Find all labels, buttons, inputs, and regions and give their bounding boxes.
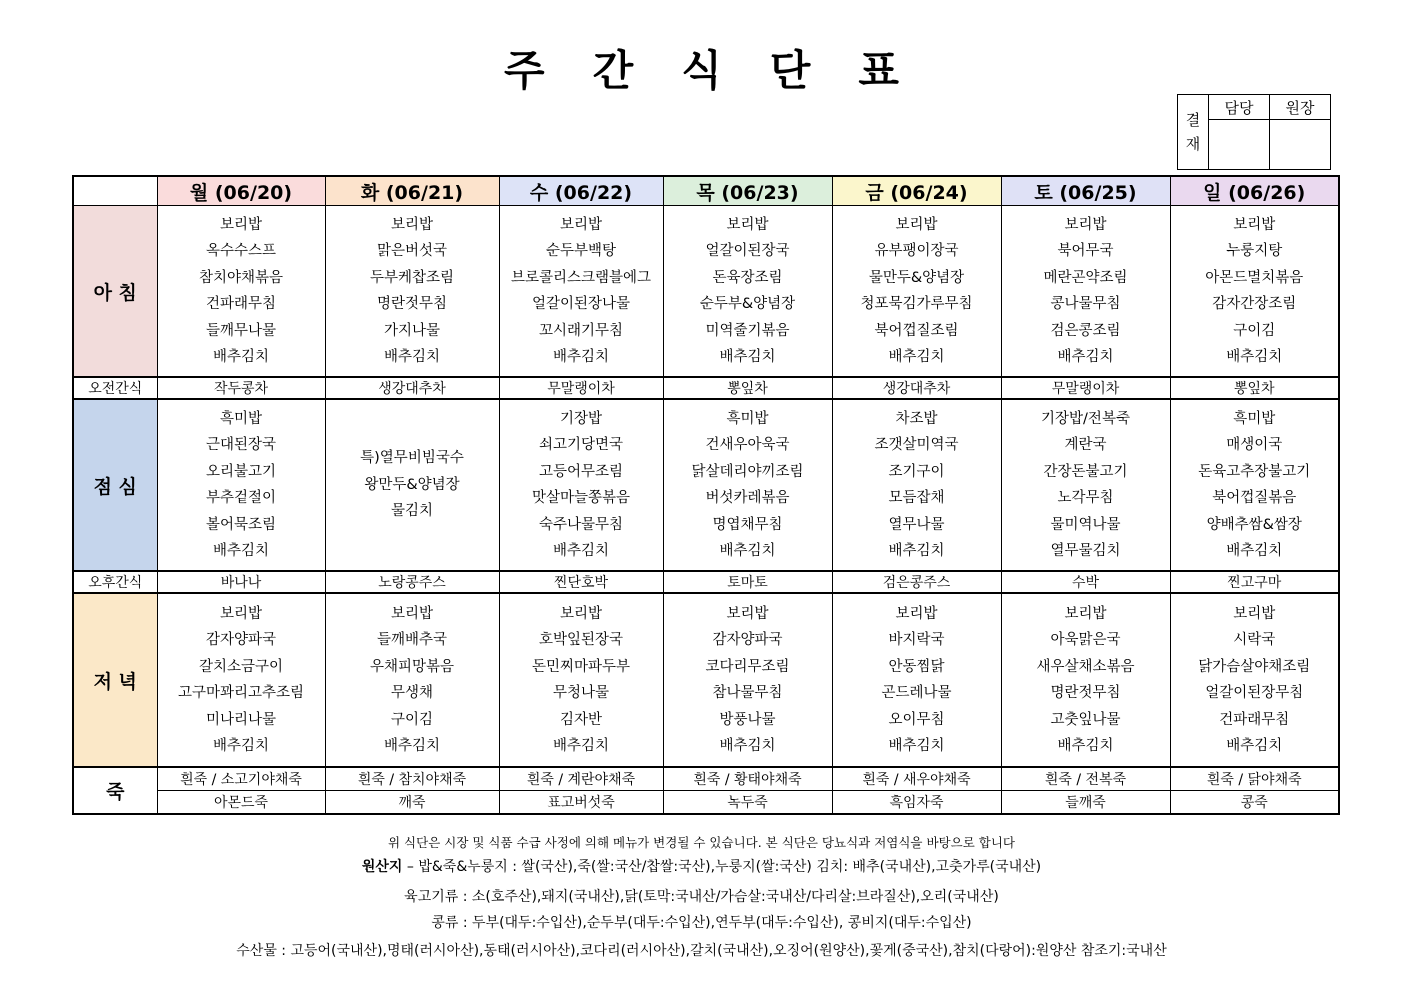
breakfast-cell bbox=[1170, 206, 1339, 378]
menu-item: 아몬드멸치볶음 bbox=[1205, 269, 1304, 286]
menu-item: 건파래무침 bbox=[205, 296, 277, 312]
menu-item: 보리밥 bbox=[726, 605, 769, 622]
menu-item: 바지락국 bbox=[888, 632, 945, 648]
meal-row-breakfast bbox=[73, 206, 1339, 378]
meal-row-dinner bbox=[73, 593, 1339, 767]
approval-box bbox=[1177, 94, 1331, 170]
menu-item: 보리밥 bbox=[219, 605, 263, 622]
menu-item: 보리밥 bbox=[726, 216, 769, 233]
approval-label bbox=[1178, 95, 1209, 170]
meal-label-pm_snack: 오후간식 bbox=[73, 571, 157, 593]
lunch-cell bbox=[1170, 399, 1339, 571]
menu-item: 가지나물 bbox=[383, 322, 441, 339]
menu-item: 청포묵김가루무침 bbox=[860, 296, 973, 312]
menu-item: 순두부백탕 bbox=[545, 243, 617, 259]
menu-item: 열무나물 bbox=[888, 516, 945, 533]
menu-item: 숙주나물무침 bbox=[538, 516, 624, 533]
menu-item: 명란젓무침 bbox=[376, 296, 448, 312]
menu-item: 배추김치 bbox=[719, 543, 776, 559]
menu-item: 미역줄기볶음 bbox=[705, 322, 790, 339]
notes bbox=[0, 832, 1403, 964]
dinner-cell bbox=[157, 593, 325, 767]
menu-item: 무생채 bbox=[390, 685, 434, 701]
pm_snack-cell: 바나나 bbox=[157, 571, 325, 593]
menu-item: 호박잎된장국 bbox=[538, 632, 624, 648]
title-char: 주 bbox=[504, 46, 545, 95]
day-header-sun: 일 (06/26) bbox=[1170, 176, 1339, 206]
menu-item: 보리밥 bbox=[1064, 605, 1107, 622]
menu-item: 쇠고기당면국 bbox=[538, 437, 624, 453]
meal-label-porridge: 죽 bbox=[73, 767, 157, 814]
menu-item: 방풍나물 bbox=[719, 711, 776, 728]
menu-item: 흑미밥 bbox=[726, 410, 769, 427]
menu-item: 유부팽이장국 bbox=[874, 243, 959, 259]
menu-item: 고구마꽈리고추조림 bbox=[177, 685, 305, 701]
menu-item: 배추김치 bbox=[212, 738, 270, 754]
corner-cell bbox=[73, 176, 157, 206]
pm_snack-cell: 수박 bbox=[1001, 571, 1170, 593]
menu-item: 볼어묵조림 bbox=[205, 516, 277, 533]
menu-item: 돈민찌마파두부 bbox=[531, 658, 631, 675]
am_snack-cell: 생강대추차 bbox=[832, 377, 1001, 399]
day-header-wed: 수 (06/22) bbox=[499, 176, 663, 206]
menu-item: 두부케찹조림 bbox=[369, 269, 455, 286]
lunch-cell bbox=[1001, 399, 1170, 571]
menu-item: 코다리무조림 bbox=[705, 658, 790, 675]
meal-label-breakfast: 아 침 bbox=[73, 206, 157, 378]
menu-item: 배추김치 bbox=[552, 543, 610, 559]
menu-item: 열무물김치 bbox=[1050, 543, 1121, 559]
day-header-sat: 토 (06/25) bbox=[1001, 176, 1170, 206]
porridge2-cell: 흑임자죽 bbox=[832, 791, 1001, 815]
pm_snack-cell: 토마토 bbox=[663, 571, 832, 593]
porridge-row-2 bbox=[73, 791, 1339, 815]
porridge-row-1 bbox=[73, 767, 1339, 791]
menu-item: 오리불고기 bbox=[205, 463, 277, 480]
menu-item: 배추김치 bbox=[552, 349, 610, 365]
menu-item: 보리밥 bbox=[559, 605, 603, 622]
menu-item: 무청나물 bbox=[552, 685, 610, 701]
menu-item: 양배추쌈&쌈장 bbox=[1206, 516, 1302, 533]
director-sign-cell bbox=[1270, 120, 1331, 170]
pm_snack-cell: 노랑콩주스 bbox=[325, 571, 499, 593]
breakfast-cell bbox=[325, 206, 499, 378]
menu-item: 감자양파국 bbox=[712, 632, 783, 648]
menu-item: 건파래무침 bbox=[1219, 711, 1290, 728]
menu-item: 배추김치 bbox=[383, 738, 441, 754]
menu-item: 브로콜리스크램블에그 bbox=[510, 269, 652, 286]
menu-item: 모듬잡채 bbox=[888, 490, 945, 506]
lunch-cell bbox=[832, 399, 1001, 571]
menu-item: 배추김치 bbox=[552, 738, 610, 754]
porridge2-cell: 녹두죽 bbox=[663, 791, 832, 815]
menu-item: 물김치 bbox=[390, 503, 434, 520]
am_snack-cell: 뽕잎차 bbox=[1170, 377, 1339, 399]
menu-item: 새우살채소볶음 bbox=[1036, 658, 1135, 675]
menu-item: 배추김치 bbox=[383, 349, 441, 365]
dinner-cell bbox=[832, 593, 1001, 767]
menu-item: 보리밥 bbox=[219, 216, 263, 233]
am_snack-cell: 무말랭이차 bbox=[499, 377, 663, 399]
menu-item: 돈육고추장불고기 bbox=[1198, 463, 1311, 480]
notes-beans: 콩류 : 두부(대두:수입산),순두부(대두:수입산),연두부(대두:수입산), 콩비지(대두:수입산) bbox=[431, 915, 972, 931]
menu-item: 보리밥 bbox=[390, 605, 434, 622]
menu-item: 보리밥 bbox=[895, 216, 938, 233]
menu-item: 노각무침 bbox=[1057, 490, 1114, 506]
menu-item: 배추김치 bbox=[888, 738, 945, 754]
menu-item: 감자양파국 bbox=[205, 632, 277, 648]
menu-item: 시락국 bbox=[1233, 632, 1276, 648]
menu-item: 메란곤약조림 bbox=[1043, 269, 1128, 286]
meal-label-am_snack: 오전간식 bbox=[73, 377, 157, 399]
menu-item: 보리밥 bbox=[1233, 605, 1276, 622]
menu-item: 미나리나물 bbox=[205, 711, 277, 728]
menu-item: 고등어무조림 bbox=[538, 463, 624, 480]
lunch-cell bbox=[325, 399, 499, 571]
menu-item: 흑미밥 bbox=[219, 410, 263, 427]
menu-item: 조갯살미역국 bbox=[874, 437, 959, 453]
menu-table bbox=[72, 175, 1340, 815]
title-char: 표 bbox=[858, 46, 899, 95]
menu-item: 북어무국 bbox=[1057, 243, 1114, 259]
notes-seafood: 수산물 : 고등어(국내산),명태(러시아산),동태(러시아산),코다리(러시아산),갈치(국내산),오징어(원양산),꽃게(중국산),참치(다랑어):원양산 참조기:국내산 bbox=[236, 943, 1167, 959]
breakfast-cell bbox=[499, 206, 663, 378]
title-char: 간 bbox=[592, 46, 634, 95]
menu-item: 배추김치 bbox=[212, 543, 270, 559]
menu-item: 북어껍질볶음 bbox=[1212, 490, 1297, 506]
menu-item: 돈육장조림 bbox=[712, 269, 783, 286]
pm_snack-cell: 검은콩주스 bbox=[832, 571, 1001, 593]
menu-item: 배추김치 bbox=[1226, 349, 1283, 365]
staff-sign-cell bbox=[1209, 120, 1270, 170]
menu-item: 얼갈이된장나물 bbox=[531, 296, 631, 312]
menu-item: 보리밥 bbox=[390, 216, 434, 233]
menu-item: 김자반 bbox=[559, 711, 603, 728]
menu-item: 매생이국 bbox=[1226, 437, 1283, 453]
dinner-cell bbox=[499, 593, 663, 767]
menu-item: 구이김 bbox=[390, 711, 434, 728]
porridge1-cell: 흰죽 / 황태야채죽 bbox=[663, 767, 832, 791]
menu-item: 참치야채볶음 bbox=[198, 269, 284, 286]
menu-item: 배추김치 bbox=[719, 738, 776, 754]
lunch-cell bbox=[157, 399, 325, 571]
lunch-cell bbox=[663, 399, 832, 571]
menu-item: 얼갈이된장국 bbox=[705, 243, 790, 259]
am_snack-cell: 작두콩차 bbox=[157, 377, 325, 399]
menu-item: 고춧잎나물 bbox=[1050, 711, 1121, 728]
menu-item: 보리밥 bbox=[559, 216, 603, 233]
menu-item: 오이무침 bbox=[888, 711, 945, 728]
menu-item: 검은콩조림 bbox=[1050, 322, 1121, 339]
porridge2-cell: 아몬드죽 bbox=[157, 791, 325, 815]
am_snack-cell: 생강대추차 bbox=[325, 377, 499, 399]
menu-item: 감자간장조림 bbox=[1212, 296, 1297, 312]
breakfast-cell bbox=[663, 206, 832, 378]
menu-item: 명란젓무침 bbox=[1050, 685, 1121, 701]
snack-row-pm_snack bbox=[73, 571, 1339, 593]
approval-col-staff: 담당 bbox=[1209, 95, 1270, 120]
approval-label-bottom: 재 bbox=[1185, 135, 1201, 153]
menu-item: 건새우아욱국 bbox=[705, 437, 790, 453]
menu-item: 옥수수스프 bbox=[205, 243, 277, 259]
menu-item: 배추김치 bbox=[1226, 543, 1283, 559]
breakfast-cell bbox=[157, 206, 325, 378]
day-header-fri: 금 (06/24) bbox=[832, 176, 1001, 206]
menu-item: 왕만두&양념장 bbox=[364, 476, 460, 493]
pm_snack-cell: 찐단호박 bbox=[499, 571, 663, 593]
menu-item: 물미역나물 bbox=[1050, 516, 1121, 533]
menu-item: 얼갈이된장무침 bbox=[1205, 685, 1304, 701]
title-char: 단 bbox=[769, 46, 811, 95]
am_snack-cell: 뽕잎차 bbox=[663, 377, 832, 399]
menu-item: 갈치소금구이 bbox=[198, 658, 284, 675]
dinner-cell bbox=[325, 593, 499, 767]
menu-item: 들깨무나물 bbox=[205, 322, 277, 339]
approval-col-director: 원장 bbox=[1270, 95, 1331, 120]
porridge1-cell: 흰죽 / 소고기야채죽 bbox=[157, 767, 325, 791]
menu-item: 기장밥 bbox=[559, 410, 603, 427]
dinner-cell bbox=[1170, 593, 1339, 767]
menu-item: 배추김치 bbox=[1057, 349, 1114, 365]
menu-item: 북어껍질조림 bbox=[874, 322, 959, 339]
menu-item: 배추김치 bbox=[888, 349, 945, 365]
breakfast-cell bbox=[832, 206, 1001, 378]
porridge2-cell: 깨죽 bbox=[325, 791, 499, 815]
pm_snack-cell: 찐고구마 bbox=[1170, 571, 1339, 593]
title-char: 식 bbox=[681, 46, 722, 95]
menu-item: 콩나물무침 bbox=[1050, 296, 1121, 312]
menu-item: 부추겉절이 bbox=[205, 490, 277, 506]
approval-label-top: 결 bbox=[1185, 111, 1201, 129]
origin-label: 원산지 bbox=[361, 859, 403, 875]
menu-item: 명엽채무침 bbox=[712, 516, 783, 533]
am_snack-cell: 무말랭이차 bbox=[1001, 377, 1170, 399]
porridge1-cell: 흰죽 / 전복죽 bbox=[1001, 767, 1170, 791]
day-header-thu: 목 (06/23) bbox=[663, 176, 832, 206]
menu-item: 들깨배추국 bbox=[376, 632, 448, 648]
notes-disclaimer: 위 식단은 시장 및 식품 수급 사정에 의해 메뉴가 변경될 수 있습니다. 본 식단은 당뇨식과 저염식을 바탕으로 합니다 bbox=[388, 835, 1015, 850]
meal-label-dinner: 저 녁 bbox=[73, 593, 157, 767]
menu-item: 근대된장국 bbox=[205, 437, 277, 453]
menu-item: 보리밥 bbox=[1233, 216, 1276, 233]
menu-item: 구이김 bbox=[1233, 322, 1276, 339]
dinner-cell bbox=[1001, 593, 1170, 767]
porridge1-cell: 흰죽 / 참치야채죽 bbox=[325, 767, 499, 791]
porridge2-cell: 표고버섯죽 bbox=[499, 791, 663, 815]
lunch-cell bbox=[499, 399, 663, 571]
menu-item: 특)열무비빔국수 bbox=[360, 450, 464, 467]
day-header-row bbox=[73, 176, 1339, 206]
menu-item: 버섯카레볶음 bbox=[705, 490, 790, 506]
menu-item: 우채피망볶음 bbox=[369, 658, 455, 675]
menu-item: 계란국 bbox=[1064, 437, 1107, 453]
menu-item: 물만두&양념장 bbox=[868, 269, 965, 286]
menu-item: 곤드레나물 bbox=[881, 685, 952, 701]
menu-item: 참나물무침 bbox=[712, 685, 783, 701]
day-header-tue: 화 (06/21) bbox=[325, 176, 499, 206]
porridge2-cell: 들깨죽 bbox=[1001, 791, 1170, 815]
menu-item: 흑미밥 bbox=[1233, 410, 1276, 427]
menu-item: 닭가슴살야채조림 bbox=[1198, 658, 1311, 675]
menu-item: 배추김치 bbox=[1057, 738, 1114, 754]
meal-row-lunch bbox=[73, 399, 1339, 571]
porridge1-cell: 흰죽 / 새우야채죽 bbox=[832, 767, 1001, 791]
menu-item: 닭살데리야끼조림 bbox=[691, 463, 804, 480]
menu-item: 누룽지탕 bbox=[1226, 243, 1283, 259]
menu-item: 배추김치 bbox=[1226, 738, 1283, 754]
meal-label-lunch: 점 심 bbox=[73, 399, 157, 571]
menu-item: 순두부&양념장 bbox=[699, 296, 796, 312]
menu-item: 보리밥 bbox=[1064, 216, 1107, 233]
day-header-mon: 월 (06/20) bbox=[157, 176, 325, 206]
origin-rice: – 밥&죽&누룽지 : 쌀(국산),죽(쌀:국산/찹쌀:국산),누룽지(쌀:국산) 김치: 배추(국내산),고춧가루(국내산) bbox=[402, 859, 1042, 875]
menu-item: 맑은버섯국 bbox=[376, 243, 448, 259]
menu-item: 차조밥 bbox=[895, 410, 938, 427]
breakfast-cell bbox=[1001, 206, 1170, 378]
porridge1-cell: 흰죽 / 닭야채죽 bbox=[1170, 767, 1339, 791]
menu-item: 맛살마늘쫑볶음 bbox=[531, 490, 631, 506]
snack-row-am_snack bbox=[73, 377, 1339, 399]
menu-item: 조기구이 bbox=[888, 463, 945, 480]
notes-meat: 육고기류 : 소(호주산),돼지(국내산),닭(토막:국내산/가슴살:국내산/다리살:브라질산),오리(국내산) bbox=[404, 889, 999, 905]
porridge2-cell: 콩죽 bbox=[1170, 791, 1339, 815]
page-title bbox=[0, 38, 1403, 98]
menu-item: 기장밥/전복죽 bbox=[1041, 410, 1130, 427]
menu-item: 배추김치 bbox=[212, 349, 270, 365]
menu-item: 배추김치 bbox=[719, 349, 776, 365]
menu-item: 안동찜닭 bbox=[888, 658, 945, 675]
dinner-cell bbox=[663, 593, 832, 767]
notes-origin bbox=[0, 854, 1403, 880]
menu-item: 꼬시래기무침 bbox=[538, 322, 624, 339]
menu-item: 아욱맑은국 bbox=[1050, 632, 1121, 648]
menu-item: 보리밥 bbox=[895, 605, 938, 622]
menu-item: 간장돈불고기 bbox=[1043, 463, 1128, 480]
porridge1-cell: 흰죽 / 계란야채죽 bbox=[499, 767, 663, 791]
menu-item: 배추김치 bbox=[888, 543, 945, 559]
